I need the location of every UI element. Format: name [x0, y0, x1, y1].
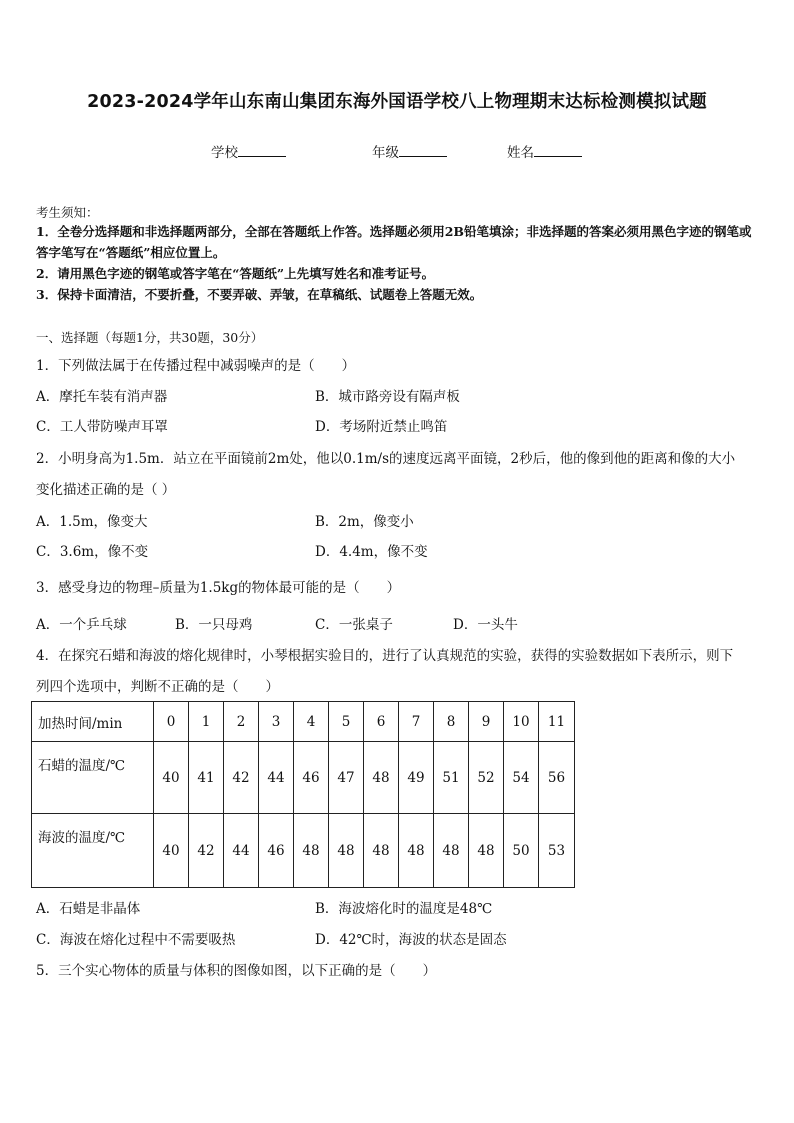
- notice-item-2: 2．请用黑色字迹的钢笔或答字笔在“答题纸”上先填写姓名和准考证号。: [36, 266, 435, 281]
- table-cell: 44: [259, 742, 294, 814]
- grade-blank[interactable]: [399, 144, 447, 157]
- table-cell: 49: [399, 742, 434, 814]
- question-4-stem-line2: 列四个选项中，判断不正确的是（ ）: [36, 679, 279, 695]
- melting-data-table: [31, 701, 575, 888]
- question-1-stem: 1．下列做法属于在传播过程中减弱噪声的是（ ）: [36, 358, 356, 374]
- name-field: [507, 141, 582, 161]
- question-5-stem: 5．三个实心物体的质量与体积的图像如图，以下正确的是（ ）: [36, 963, 437, 979]
- table-header-cell: 5: [329, 702, 364, 742]
- question-1-option-b[interactable]: B．城市路旁设有隔声板: [315, 389, 460, 405]
- table-cell: 47: [329, 742, 364, 814]
- table-cell: 41: [189, 742, 224, 814]
- question-4-option-d[interactable]: D．42℃时，海波的状态是固态: [315, 932, 507, 948]
- section-heading: 一、选择题（每题1分，共30题，30分）: [36, 330, 264, 345]
- table-cell: 42: [189, 814, 224, 888]
- notice-heading: 考生须知：: [36, 205, 99, 220]
- question-3-option-c[interactable]: C．一张桌子: [315, 617, 393, 633]
- table-header-cell: 0: [154, 702, 189, 742]
- table-header-cell: 7: [399, 702, 434, 742]
- table-cell: 48: [399, 814, 434, 888]
- name-blank[interactable]: [534, 144, 582, 157]
- question-4-stem-line1: 4．在探究石蜡和海波的熔化规律时，小琴根据实验目的，进行了认真规范的实验，获得的实验数据如下表所示，则下: [36, 648, 734, 664]
- table-row-label: 海波的温度/℃: [32, 814, 154, 888]
- school-label: 学校: [211, 145, 238, 161]
- question-2-option-a[interactable]: A．1.5m，像变大: [36, 514, 148, 530]
- question-1-option-a[interactable]: A．摩托车装有消声器: [36, 389, 168, 405]
- question-3-option-b[interactable]: B．一只母鸡: [175, 617, 253, 633]
- table-row-hypo: [32, 814, 575, 888]
- table-cell: 46: [259, 814, 294, 888]
- question-2-stem-line1: 2．小明身高为1.5m．站立在平面镜前2m处，他以0.1m/s的速度远离平面镜，2秒后，他的像到他的距离和像的大小: [36, 451, 736, 467]
- question-3-option-a[interactable]: A．一个乒乓球: [36, 617, 127, 633]
- question-1-option-c[interactable]: C．工人带防噪声耳罩: [36, 419, 168, 435]
- table-cell: 48: [469, 814, 504, 888]
- name-label: 姓名: [507, 145, 534, 161]
- notice-item-1: 1．全卷分选择题和非选择题两部分，全部在答题纸上作答。选择题必须用2B铅笔填涂；非选择题的答案必须用黑色字迹的钢笔或答字笔写在“答题纸”相应位置上。: [36, 224, 752, 260]
- table-cell: 40: [154, 742, 189, 814]
- table-cell: 48: [434, 814, 469, 888]
- table-header-cell: 8: [434, 702, 469, 742]
- table-cell: 40: [154, 814, 189, 888]
- question-2-option-c[interactable]: C．3.6m，像不变: [36, 544, 149, 560]
- school-blank[interactable]: [238, 144, 286, 157]
- table-cell: 51: [434, 742, 469, 814]
- question-3-stem: 3．感受身边的物理–质量为1.5kg的物体最可能的是（ ）: [36, 580, 401, 596]
- question-4-option-b[interactable]: B．海波熔化时的温度是48℃: [315, 901, 493, 917]
- table-cell: 56: [539, 742, 575, 814]
- grade-label: 年级: [372, 145, 399, 161]
- table-header-cell: 1: [189, 702, 224, 742]
- question-2-stem-line2: 变化描述正确的是（ ）: [36, 482, 176, 498]
- table-header-cell: 11: [539, 702, 575, 742]
- table-header-cell: 加热时间/min: [32, 702, 154, 742]
- table-cell: 48: [329, 814, 364, 888]
- question-4-option-a[interactable]: A．石蜡是非晶体: [36, 901, 141, 917]
- table-cell: 48: [364, 814, 399, 888]
- table-row-label: 石蜡的温度/℃: [32, 742, 154, 814]
- table-cell: 52: [469, 742, 504, 814]
- table-header-cell: 2: [224, 702, 259, 742]
- table-cell: 48: [364, 742, 399, 814]
- table-cell: 44: [224, 814, 259, 888]
- question-1-option-d[interactable]: D．考场附近禁止鸣笛: [315, 419, 448, 435]
- table-header-row: [32, 702, 575, 742]
- table-header-cell: 9: [469, 702, 504, 742]
- question-4-option-c[interactable]: C．海波在熔化过程中不需要吸热: [36, 932, 236, 948]
- table-cell: 48: [294, 814, 329, 888]
- table-header-cell: 4: [294, 702, 329, 742]
- table-cell: 53: [539, 814, 575, 888]
- school-field: [211, 141, 286, 161]
- table-row-paraffin: [32, 742, 575, 814]
- table-header-cell: 3: [259, 702, 294, 742]
- page-title: 2023-2024学年山东南山集团东海外国语学校八上物理期末达标检测模拟试题: [87, 92, 707, 112]
- table-cell: 50: [504, 814, 539, 888]
- table-cell: 42: [224, 742, 259, 814]
- question-3-option-d[interactable]: D．一头牛: [453, 617, 518, 633]
- table-header-cell: 6: [364, 702, 399, 742]
- table-cell: 46: [294, 742, 329, 814]
- table-header-cell: 10: [504, 702, 539, 742]
- question-2-option-d[interactable]: D．4.4m，像不变: [315, 544, 428, 560]
- notice-item-3: 3．保持卡面清洁，不要折叠，不要弄破、弄皱，在草稿纸、试题卷上答题无效。: [36, 287, 483, 302]
- question-2-option-b[interactable]: B．2m，像变小: [315, 514, 414, 530]
- grade-field: [372, 141, 447, 161]
- table-cell: 54: [504, 742, 539, 814]
